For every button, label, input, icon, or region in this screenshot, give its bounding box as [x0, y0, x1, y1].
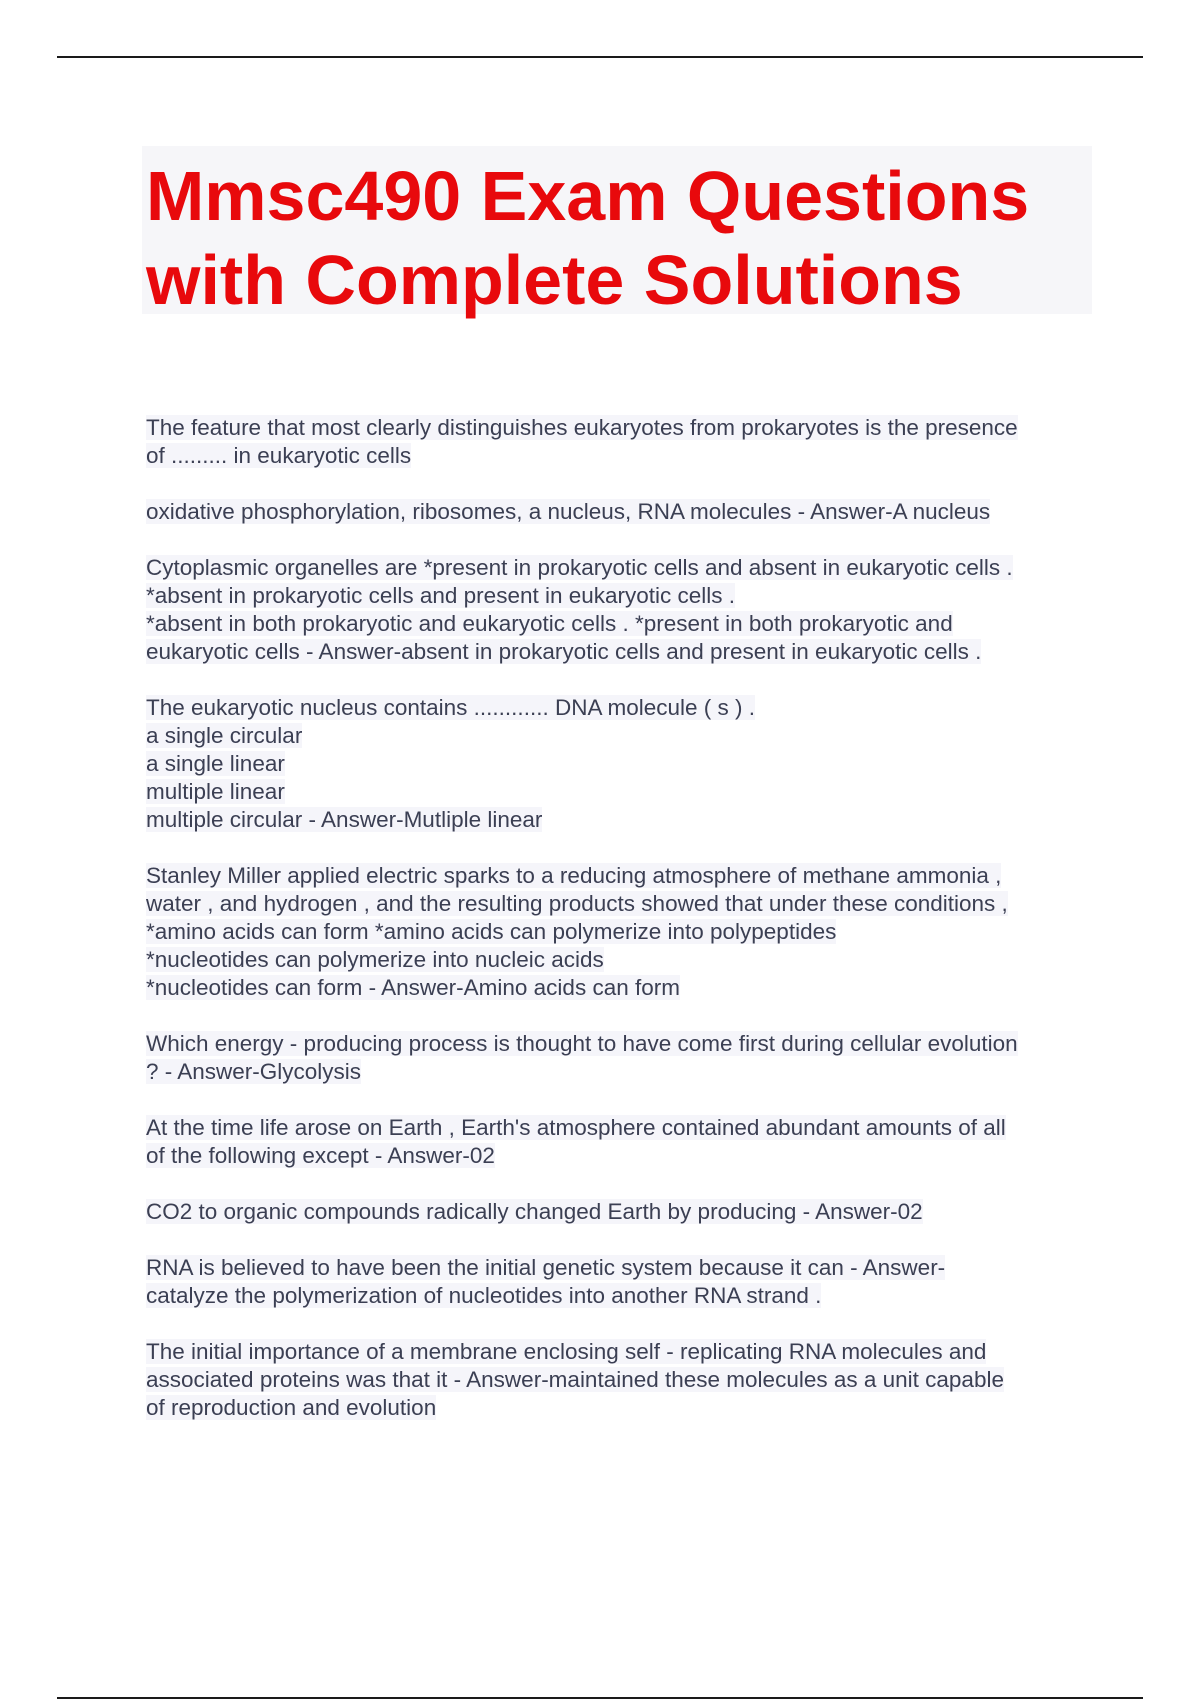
qa-paragraph [146, 694, 1096, 834]
qa-paragraph [146, 1338, 1096, 1422]
qa-line [146, 414, 1096, 442]
qa-line-text: *absent in both prokaryotic and eukaryotic cells . *present in both prokaryotic and [146, 611, 953, 636]
qa-line-text: CO2 to organic compounds radically changed Earth by producing - Answer-02 [146, 1199, 923, 1224]
qa-line [146, 778, 1096, 806]
qa-line [146, 918, 1096, 946]
qa-line [146, 722, 1096, 750]
qa-line-text: a single circular [146, 723, 303, 748]
qa-line [146, 974, 1096, 1002]
qa-line-text: of the following except - Answer-02 [146, 1143, 495, 1168]
qa-line [146, 610, 1096, 638]
qa-line-text: The feature that most clearly distinguishes eukaryotes from prokaryotes is the presence [146, 415, 1018, 440]
qa-line-text: *nucleotides can form - Answer-Amino acids can form [146, 975, 680, 1000]
qa-line [146, 1058, 1096, 1086]
qa-line-text: catalyze the polymerization of nucleotides into another RNA strand . [146, 1283, 822, 1308]
footer-rule [57, 1697, 1143, 1699]
qa-line [146, 638, 1096, 666]
qa-line-text: *nucleotides can polymerize into nucleic acids [146, 947, 604, 972]
qa-line-text: Stanley Miller applied electric sparks to a reducing atmosphere of methane ammonia , [146, 863, 1002, 888]
qa-line [146, 554, 1096, 582]
qa-line-text: The initial importance of a membrane enclosing self - replicating RNA molecules and [146, 1339, 987, 1364]
qa-paragraph [146, 862, 1096, 1002]
qa-line [146, 1114, 1096, 1142]
qa-paragraph [146, 1114, 1096, 1170]
qa-paragraph [146, 498, 1096, 526]
qa-line [146, 946, 1096, 974]
title-line-1: Mmsc490 Exam Questions [146, 157, 1030, 235]
qa-line [146, 694, 1096, 722]
qa-line [146, 750, 1096, 778]
qa-line-text: *absent in prokaryotic cells and present in eukaryotic cells . [146, 583, 736, 608]
qa-line-text: At the time life arose on Earth , Earth's atmosphere contained abundant amounts of all [146, 1115, 1006, 1140]
qa-paragraph [146, 1198, 1096, 1226]
qa-line [146, 1142, 1096, 1170]
header-rule [57, 56, 1143, 58]
qa-line [146, 1282, 1096, 1310]
qa-line [146, 582, 1096, 610]
qa-line-text: oxidative phosphorylation, ribosomes, a nucleus, RNA molecules - Answer-A nucleus [146, 499, 991, 524]
qa-paragraph [146, 414, 1096, 470]
qa-line [146, 806, 1096, 834]
qa-line-text: eukaryotic cells - Answer-absent in prokaryotic cells and present in eukaryotic cells . [146, 639, 982, 664]
qa-line-text: The eukaryotic nucleus contains ............ DNA molecule ( s ) . [146, 695, 755, 720]
document-title [142, 146, 1092, 319]
qa-line-text: Cytoplasmic organelles are *present in prokaryotic cells and absent in eukaryotic cells . [146, 555, 1013, 580]
qa-paragraph [146, 1254, 1096, 1310]
qa-line [146, 862, 1096, 890]
qa-line-text: multiple circular - Answer-Mutliple linear [146, 807, 543, 832]
qa-line-text: of ......... in eukaryotic cells [146, 443, 412, 468]
qa-line-text: a single linear [146, 751, 285, 776]
qa-paragraph [146, 554, 1096, 666]
qa-line [146, 1394, 1096, 1422]
qa-line-text: associated proteins was that it - Answer-maintained these molecules as a unit capable [146, 1367, 1004, 1392]
qa-line [146, 1254, 1096, 1282]
qa-line-text: *amino acids can form *amino acids can polymerize into polypeptides [146, 919, 837, 944]
qa-line-text: Which energy - producing process is thought to have come first during cellular evolution [146, 1031, 1018, 1056]
question-list [146, 414, 1096, 1450]
qa-line [146, 442, 1096, 470]
title-line-2: with Complete Solutions [146, 241, 963, 319]
qa-line-text: ? - Answer-Glycolysis [146, 1059, 362, 1084]
qa-line [146, 1198, 1096, 1226]
qa-paragraph [146, 1030, 1096, 1086]
qa-line [146, 1030, 1096, 1058]
qa-line [146, 1338, 1096, 1366]
qa-line-text: multiple linear [146, 779, 285, 804]
qa-line [146, 890, 1096, 918]
qa-line-text: RNA is believed to have been the initial genetic system because it can - Answer- [146, 1255, 946, 1280]
qa-line [146, 498, 1096, 526]
qa-line [146, 1366, 1096, 1394]
qa-line-text: water , and hydrogen , and the resulting products showed that under these conditions , [146, 891, 1008, 916]
qa-line-text: of reproduction and evolution [146, 1395, 437, 1420]
